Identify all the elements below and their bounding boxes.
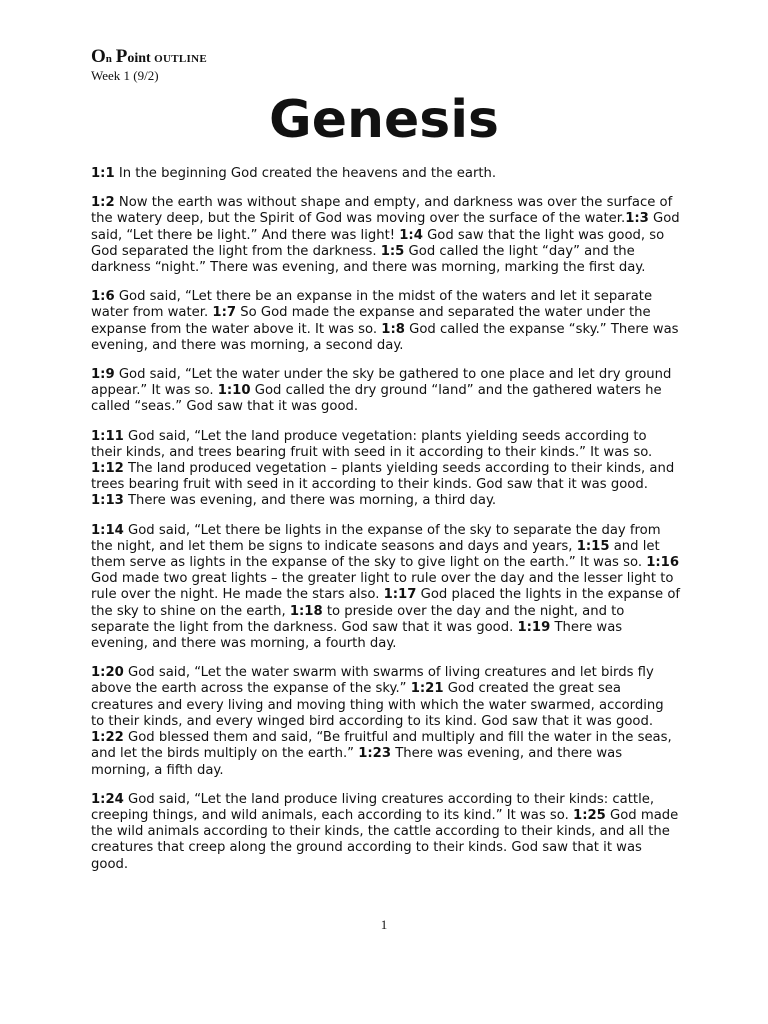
verse-text: God created the great sea creatures and every living and moving thing with which the water swarmed, according to their kinds, and every winged bird according to its kind. God saw that it was good. [91,681,664,729]
verse-text: God said, “Let there be light.” And there was light! [91,211,680,243]
page-number: 1 [380,917,388,932]
verse-text: God saw that the light was good, so God separated the light from the darkness. [91,227,665,259]
verse-number: 1:25 [573,807,606,823]
verse-number: 1:7 [212,305,237,321]
verse-number: 1:3 [625,211,649,227]
brand-title [91,46,207,70]
verse-number: 1:2 [91,195,115,211]
verse-number: 1:10 [217,383,251,399]
verse-number: 1:6 [91,289,115,305]
page-title: Genesis [269,90,499,150]
verse-number: 1:11 [91,428,124,444]
verse-paragraph [91,429,681,510]
verse-text: to preside over the day and the night, and to separate the light from the darkness. God saw that it was good. [91,603,625,635]
verse-number: 1:9 [91,367,115,383]
verse-text: There was evening, and there was morning, a third day. [123,493,497,509]
header [91,46,207,84]
verse-text: Now the earth was without shape and empty, and darkness was over the surface of the watery deep, but the Spirit of God was moving over the surface of the water. [91,195,673,227]
verse-number: 1:1 [91,166,115,181]
verse-text: God said, “Let the land produce living creatures according to their kinds: cattle, creeping things, and wild animals, each according to its kind.” It was so. [91,791,655,823]
verse-number: 1:19 [517,619,551,635]
verse-number: 1:4 [399,227,423,243]
brand-point-initial: P [115,46,128,67]
verse-text: God placed the lights in the expanse of the sky to shine on the earth, [91,587,681,619]
verse-paragraph [91,665,681,778]
verse-number: 1:5 [380,243,405,259]
verse-paragraph [91,523,681,653]
verse-number: 1:21 [410,681,444,697]
verse-number: 1:15 [576,538,610,554]
verse-text: God made the wild animals according to their kinds, the cattle according to their kinds, and all the creatures that creep along the ground according to their kinds. God saw that it was good. [91,807,679,872]
verse-paragraph [91,289,681,354]
verse-number: 1:24 [91,791,124,807]
verse-number: 1:18 [289,603,323,619]
verse-text: God said, “Let there be an expanse in the midst of the waters and let it separate water from water. [91,289,653,321]
verse-text: In the beginning God created the heavens and the earth. [114,166,497,181]
verse-number: 1:23 [358,746,391,762]
verse-text: God said, “Let the water swarm with swarms of living creatures and let birds fly above the earth across the expanse of the sky.” [91,665,654,697]
verse-text: There was evening, and there was morning, a fifth day. [91,746,623,778]
verse-number: 1:12 [91,461,124,477]
brand-on-rest: n [105,53,113,65]
verse-number: 1:20 [91,665,124,681]
verse-text: The land produced vegetation – plants yielding seeds according to their kinds, and trees bearing fruit with seed in it according to their kinds. God saw that it was good. [91,461,675,493]
verse-number: 1:22 [91,730,124,746]
verse-text: God said, “Let there be lights in the expanse of the sky to separate the day from the night, and let them be signs to indicate seasons and days and years, [91,522,661,554]
verse-text: So God made the expanse and separated the water under the expanse from the water above it. It was so. [91,305,651,337]
verse-paragraph [91,195,681,276]
verse-number: 1:16 [646,555,680,571]
verse-number: 1:17 [383,587,417,603]
verse-text: God called the dry ground “land” and the gathered waters he called “seas.” God saw that it was good. [91,383,662,415]
verse-paragraph [91,367,681,416]
verse-text: God said, “Let the land produce vegetation: plants yielding seeds according to their kinds, and trees bearing fruit with seed in it according to their kinds.” It was so. [91,428,653,460]
week-label: Week 1 (9/2) [91,68,159,83]
verse-text: God made two great lights – the greater light to rule over the day and the lesser light to rule over the night. He made the stars also. [91,571,674,603]
brand-outline: OUTLINE [154,53,207,65]
verse-text: God called the light “day” and the darkness “night.” There was evening, and there was morning, marking the first day. [91,243,646,276]
verse-text: and let them serve as lights in the expanse of the sky to give light on the earth.” It was so. [91,538,660,571]
verse-paragraph [91,792,681,873]
verse-text: God blessed them and said, “Be fruitful and multiply and fill the water in the seas, and let the birds multiply on the earth.” [91,730,672,762]
verse-number: 1:13 [91,493,124,509]
brand-point-rest: oint [127,51,151,66]
verse-number: 1:8 [381,321,405,337]
brand-on-initial: O [91,46,106,67]
verse-number: 1:14 [91,522,124,538]
verse-text: God said, “Let the water under the sky be gathered to one place and let dry ground appear.” It was so. [91,367,672,399]
verse-text: God called the expanse “sky.” There was evening, and there was morning, a second day. [91,321,679,353]
verse-paragraph [91,166,681,182]
scripture-body [91,166,681,886]
verse-text: There was evening, and there was morning, a fourth day. [91,619,623,652]
